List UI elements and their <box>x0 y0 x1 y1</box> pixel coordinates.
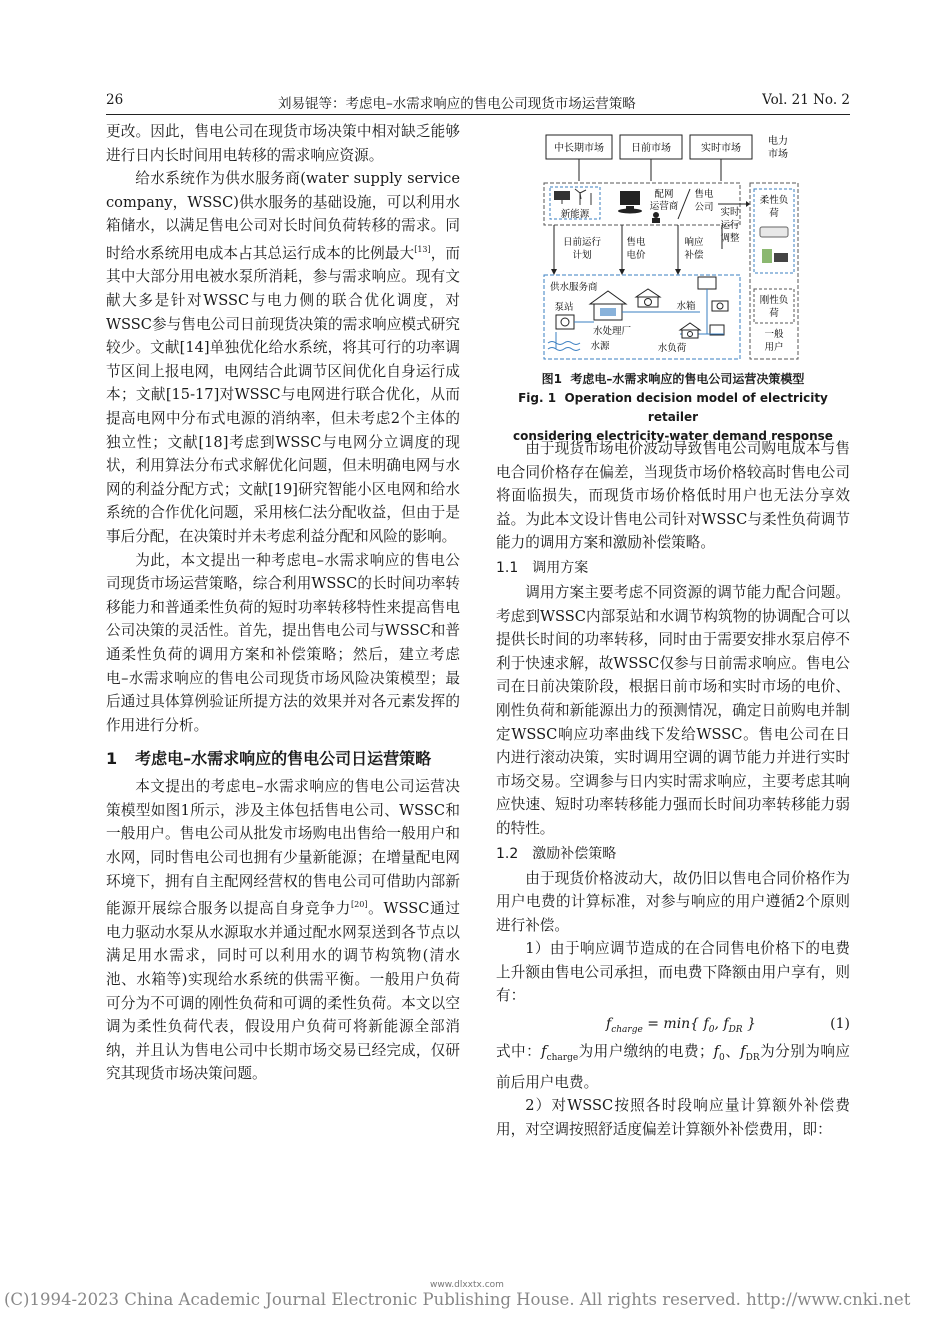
pump-label: 泵站 <box>554 302 574 313</box>
paragraph <box>496 1040 850 1094</box>
subsection-heading <box>496 557 850 579</box>
eq-subscript: charge <box>611 1024 643 1035</box>
eq-subscript: DR <box>745 1052 760 1063</box>
new-energy-label: 新能源 <box>560 209 590 220</box>
citation: [13] <box>414 244 431 254</box>
paragraph: 为此，本文提出一种考虑电–水需求响应的售电公司现货市场运营策略，综合利用WSSC的长时间功率转移能力和普通柔性负荷的短时功率转移特性来提高售电公司决策的灵活性。首先，提出售电公司与WSSC和普通柔性负荷的调用方案和补偿策略；然后，建立考虑电–水需求响应的售电公司现货市场风险决策模型；最后通过具体算例验证所提方法的效果并对各元素发挥的作用进行分析。 <box>106 551 460 734</box>
day-ahead-market-label: 日前市场 <box>631 143 671 154</box>
paragraph: 由于现货价格波动大，故仍旧以售电合同价格作为用户电费的计算标准，对参与响应的用户遵循2个原则进行补偿。 <box>496 869 850 934</box>
page-number: 26 <box>106 92 124 108</box>
computer-icon <box>618 191 642 214</box>
eq-symbol: f <box>541 1043 547 1061</box>
text-run: 为分别为响应前后用户电费。 <box>496 1043 850 1091</box>
eq-symbol: f <box>740 1043 746 1061</box>
house-icon <box>680 323 700 338</box>
equation-1 <box>496 1011 850 1037</box>
caption-label: Fig. 1 <box>518 391 557 405</box>
paragraph: 1）由于响应调节造成的在合同售电价格下的电费上升额由售电公司承担，而电费下降额由用户享有，则有： <box>496 940 850 1005</box>
figure-caption <box>496 370 850 446</box>
flexible-load-label: 荷 <box>769 208 779 219</box>
rigid-load-label: 刚性负 <box>759 295 789 306</box>
running-header <box>106 92 850 112</box>
eq-text: = min{ f <box>642 1016 709 1033</box>
caption-label: 图1 <box>541 372 562 386</box>
plan-label: 计划 <box>572 250 592 261</box>
general-user-label: 一般 <box>764 329 784 340</box>
eq-symbol: f <box>606 1016 612 1033</box>
realtime-market-label: 实时市场 <box>701 143 741 154</box>
eq-symbol: f <box>713 1043 720 1061</box>
water-tank-label: 水箱 <box>676 301 696 312</box>
paragraph <box>106 775 460 1086</box>
rt-adjust-label: 运行 <box>720 220 740 231</box>
rt-adjust-label: 调整 <box>720 233 740 244</box>
eq-subscript: 0 <box>719 1052 725 1063</box>
price-label: 售电 <box>626 237 646 248</box>
caption-en <box>496 389 850 427</box>
power-market-label: 电力 <box>768 136 788 147</box>
flexible-load-label: 柔性负 <box>759 195 789 206</box>
figure-diagram <box>540 129 802 363</box>
market-row <box>546 134 788 181</box>
header-rule <box>106 114 850 115</box>
text-run: 为用户缴纳的电费； <box>578 1043 714 1061</box>
person-icon <box>652 212 660 223</box>
water-plant-icon <box>590 291 626 320</box>
rt-adjust-label: 实时 <box>720 207 740 218</box>
citation: [20] <box>351 900 368 910</box>
subsection-heading <box>496 843 850 865</box>
section-title: 考虑电–水需求响应的售电公司日运营策略 <box>135 749 432 769</box>
paragraph: 更改。因此，售电公司在现货市场决策中相对缺乏能够进行日内长时间用电转移的需求响应资源。 <box>106 123 460 164</box>
water-load-label: 水负荷 <box>657 343 687 354</box>
retailer-label: 售电 <box>694 189 714 200</box>
mid-term-market-label: 中长期市场 <box>554 143 604 154</box>
paragraph: 2）对WSSC按照各时段响应量计算额外补偿费用，对空调按照舒适度偏差计算额外补偿费用，即： <box>496 1097 850 1138</box>
compensation-label: 补偿 <box>684 250 704 261</box>
caption-en-2: considering electricity-water demand response <box>513 429 833 443</box>
caption-text: Operation decision model of electricity retailer <box>564 391 828 424</box>
text-run: 。WSSC通过电力驱动水泵从水源取水并通过配水网泵送到各节点以满足用水需求，同时可以利用水的调节构筑物(清水池、水箱等)实现给水系统的供需平衡。一般用户负荷可分为不可调的刚性负荷和可调的柔性负荷。本文以空调为柔性负荷代表，假设用户负荷可将新能源全部消纳，并且认为售电公司中长期市场交易已经完成，仅研究其现货市场决策问题。 <box>106 900 460 1083</box>
power-market-label: 市场 <box>768 149 788 160</box>
section-heading <box>106 747 460 771</box>
grid-operator-label: 运营商 <box>649 201 679 212</box>
subsection-title: 激励补偿策略 <box>532 845 617 862</box>
compensation-label: 响应 <box>684 237 704 248</box>
plan-label: 日前运行 <box>562 237 602 248</box>
text-run: ，而其中大部分用电被水泵所消耗，参与需求响应。现有文献大多是针对WSSC与电力侧的联合优化调度，对WSSC参与售电公司日前现货决策的需求响应模式研究较少。文献[14]单独优化给水系统，将其可行的功率调节区间上报电网，电网结合此调节区间优化自身运行成本；文献[15-17]对WSSC与电网进行联合优化，从而提高电网中分布式电源的消纳率，但未考虑2个主体的独立性；文献[18]考虑到WSSC与电网分立调度的现状，利用算法分布式求解优化问题，但未明确电网与水网的利益分配方式；文献[19]研究智能小区电网和给水系统的合作优化问题，采用核仁法分配收益，但由于是事后分配，在决策时并未考虑利益分配和风险的影响。 <box>106 244 460 545</box>
water-source-icon <box>548 342 580 351</box>
solar-wind-icon <box>554 189 591 205</box>
figure-1 <box>540 129 802 363</box>
eq-subscript: DR <box>728 1024 743 1035</box>
water-tank-icon <box>698 277 728 335</box>
running-title: 刘易锟等：考虑电–水需求响应的售电公司现货市场运营策略 <box>278 96 636 112</box>
paragraph: 调用方案主要考虑不同资源的调节能力配合问题。考虑到WSSC内部泵站和水调节构筑物的协调配合可以提供长时间的功率转移，同时由于需要安排水泵启停不利于快速求解，故WSSC仅参与日前需求响应。售电公司在日前决策阶段，根据日前市场和实时市场的电价、刚性负荷和新能源出力的预测情况，确定日前购电并制定WSSC响应功率曲线下发给WSSC。售电公司在日内进行滚动决策，实时调用空调的调节能力并进行实时市场交易。空调参与日内实时需求响应，主要考虑其响应快速、短时功率转移能力强而长时间功率转移能力弱的特性。 <box>496 583 850 837</box>
section-number: 1 <box>106 749 118 769</box>
text-run: 给水系统作为供水服务商(water supply service company，WSSC)供水服务的基础设施，可以利用水箱储水，以满足售电公司对长时间负荷转移的需求。同时给水系统用电成本占其总运行成本的比例最大 <box>106 170 460 262</box>
left-column <box>106 120 460 1086</box>
paragraph: 由于现货市场电价波动导致售电公司购电成本与售电合同价格存在偏差，当现货市场价格较高时售电公司将面临损失，而现货市场价格低时用户也无法分享效益。为此本文设计售电公司针对WSSC与柔性负荷调节能力的调用方案和激励补偿策略。 <box>496 440 850 552</box>
wssc-label: 供水服务商 <box>550 282 598 293</box>
general-user-label: 用户 <box>764 342 784 353</box>
text-run: 式中： <box>496 1043 542 1061</box>
water-plant-label: 水处理厂 <box>592 326 632 337</box>
pump-icon <box>636 289 660 307</box>
price-label: 电价 <box>626 250 646 261</box>
eq-text: } <box>742 1016 756 1033</box>
eq-text: , f <box>714 1016 729 1033</box>
equation-body <box>606 1013 756 1042</box>
caption-text: 考虑电–水需求响应的售电公司运营决策模型 <box>570 372 805 386</box>
eq-subscript: 0 <box>708 1024 715 1035</box>
subsection-title: 调用方案 <box>532 559 589 576</box>
eq-subscript: charge <box>546 1052 579 1063</box>
text-run: 本文提出的考虑电–水需求响应的售电公司运营决策模型如图1所示，涉及主体包括售电公司、WSSC和一般用户。售电公司从批发市场购电出售给一般用户和水网，同时售电公司也拥有少量新能源；在增量配电网环境下，拥有自主配网经营权的售电公司可借助内部新能源开展综合服务以提高自身竞争力 <box>106 778 460 918</box>
text-run: 、 <box>724 1043 741 1061</box>
rigid-load-label: 荷 <box>769 308 779 319</box>
grid-operator-label: 配网 <box>654 189 674 200</box>
volume-label: Vol. 21 No. 2 <box>762 92 850 108</box>
water-source-label: 水源 <box>590 341 610 352</box>
paragraph <box>106 167 460 548</box>
subsection-number: 1.1 <box>496 559 519 576</box>
right-column <box>496 437 850 1141</box>
subsection-number: 1.2 <box>496 845 519 862</box>
site-url: www.dlxxtx.com <box>430 1280 504 1290</box>
copyright-line: (C)1994-2023 China Academic Journal Electronic Publishing House. All rights reserved. http://www.cnki.net <box>4 1290 911 1309</box>
air-conditioner-icon <box>760 227 788 263</box>
equation-number: (1) <box>830 1016 850 1033</box>
retailer-label: 公司 <box>694 202 714 213</box>
caption-cn <box>496 370 850 389</box>
